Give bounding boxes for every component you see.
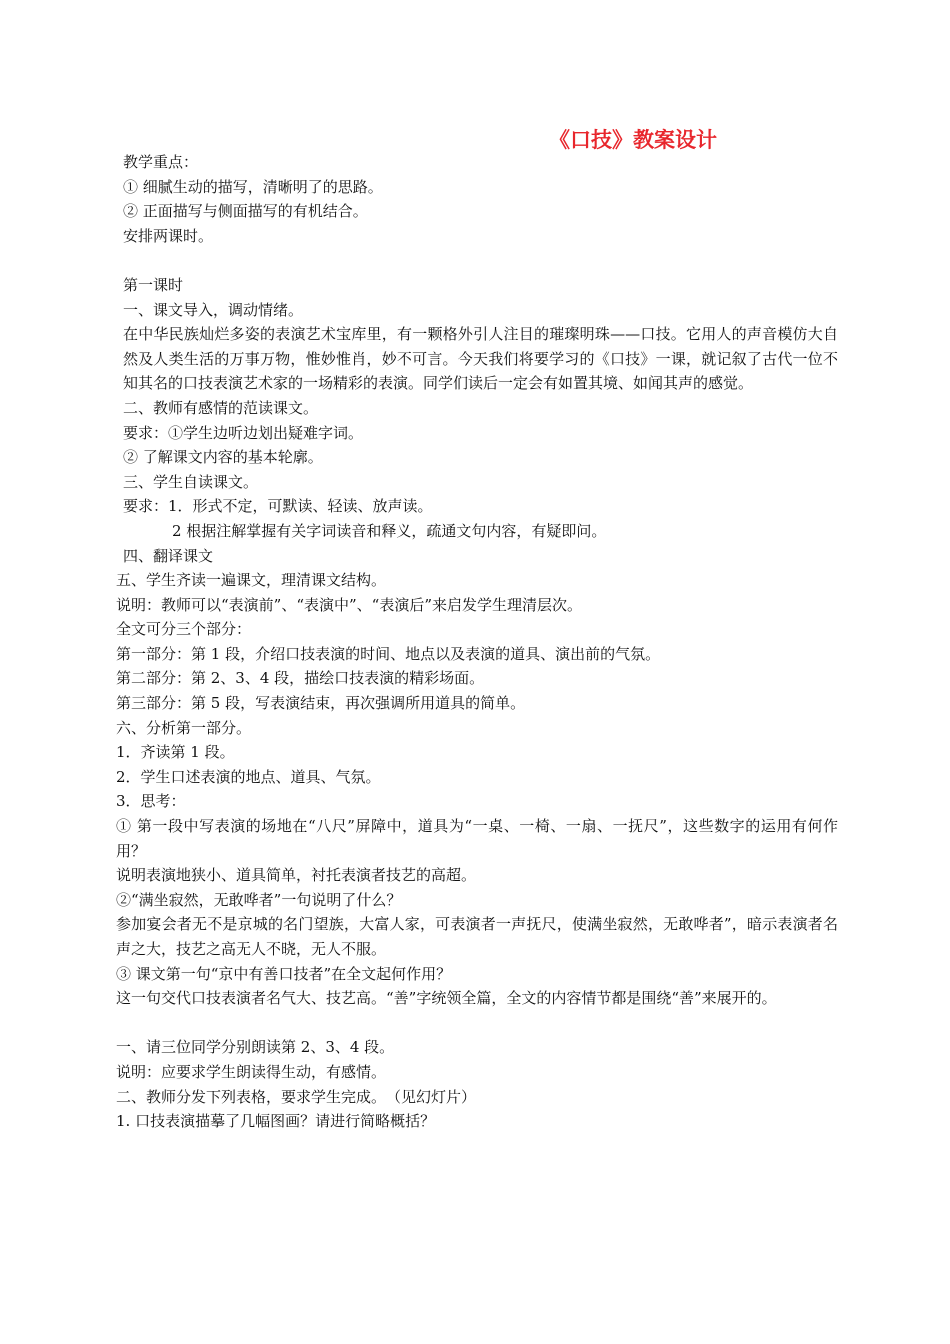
paragraph: 3．思考：: [116, 792, 186, 811]
blank-line: [116, 248, 838, 273]
paragraph: 第三部分：第 5 段，写表演结束，再次强调所用道具的简单。: [116, 694, 526, 713]
paragraph: ②“满坐寂然，无敢哗者”一句说明了什么？: [116, 890, 402, 909]
paragraph: 要求：①学生边听边划出疑难字词。: [123, 423, 364, 442]
paragraph: 要求：1．形式不定，可默读、轻读、放声读。: [123, 497, 433, 516]
paragraph: 这一句交代口技表演者名气大、技艺高。“善”字统领全篇，全文的内容情节都是围绕“善”来展开的。: [116, 989, 777, 1008]
paragraph: 在中华民族灿烂多姿的表演艺术宝库里，有一颗格外引人注目的璀璨明珠——口技。它用人的声音模仿大自然及人类生活的万事万物，惟妙惟肖，妙不可言。今天我们将要学习的《口技》一课，就记叙了古代一位不知其名的口技表演艺术家的一场精彩的表演。同学们读后一定会有如置其境、如闻其声的感觉。: [123, 325, 838, 393]
paragraph: 1. 口技表演描摹了几幅图画？请进行简略概括？: [116, 1112, 436, 1131]
paragraph: 二、教师分发下列表格，要求学生完成。 （见幻灯片）: [116, 1087, 477, 1106]
paragraph: 2 根据注解掌握有关字词读音和释义，疏通文句内容，有疑即问。: [172, 521, 607, 540]
paragraph: 全文可分三个部分：: [116, 620, 252, 639]
paragraph: ① 第一段中写表演的场地在“八尺”屏障中，道具为“一桌、一椅、一扇、一抚尺”，这些数字的运用有何作用？: [116, 817, 838, 860]
paragraph: 一、课文导入，调动情绪。: [123, 300, 304, 319]
document-body: [116, 150, 838, 1134]
paragraph: 二、教师有感情的范读课文。: [123, 398, 319, 417]
paragraph: ② 正面描写与侧面描写的有机结合。: [123, 202, 368, 221]
paragraph: 2．学生口述表演的地点、道具、气氛。: [116, 767, 381, 786]
paragraph: 安排两课时。: [123, 226, 214, 245]
section-heading: 第一课时: [123, 275, 184, 294]
paragraph: 第二部分：第 2、3、4 段，描绘口技表演的精彩场面。: [116, 669, 485, 688]
paragraph: 教学重点：: [123, 153, 199, 171]
paragraph: 六、分析第一部分。: [116, 718, 252, 737]
blank-line: [116, 1011, 838, 1036]
paragraph: 四、翻译课文: [123, 546, 214, 565]
paragraph: 说明：教师可以“表演前”、“表演中”、“表演后”来启发学生理清层次。: [116, 595, 583, 614]
paragraph: 说明：应要求学生朗读得生动，有感情。: [116, 1062, 387, 1081]
paragraph: ② 了解课文内容的基本轮廓。: [123, 448, 323, 467]
paragraph: 说明表演地狭小、道具简单，衬托表演者技艺的高超。: [116, 866, 477, 885]
paragraph: 1．齐读第 1 段。: [116, 743, 235, 762]
section-heading: 一、请三位同学分别朗读第 2、3、4 段。: [116, 1038, 395, 1057]
paragraph: ① 细腻生动的描写，清晰明了的思路。: [123, 177, 383, 196]
paragraph: 三、学生自读课文。: [123, 472, 259, 491]
paragraph: ③ 课文第一句“京中有善口技者”在全文起何作用？: [116, 964, 452, 983]
document-title: 《口技》教案设计: [549, 128, 717, 152]
paragraph: 第一部分：第 1 段，介绍口技表演的时间、地点以及表演的道具、演出前的气氛。: [116, 644, 661, 663]
paragraph: 五、学生齐读一遍课文，理清课文结构。: [116, 571, 387, 590]
paragraph: 参加宴会者无不是京城的名门望族，大富人家，可表演者一声抚尺，使满坐寂然，无敢哗者”，暗示表演者名声之大，技艺之高无人不晓，无人不服。: [116, 915, 838, 958]
